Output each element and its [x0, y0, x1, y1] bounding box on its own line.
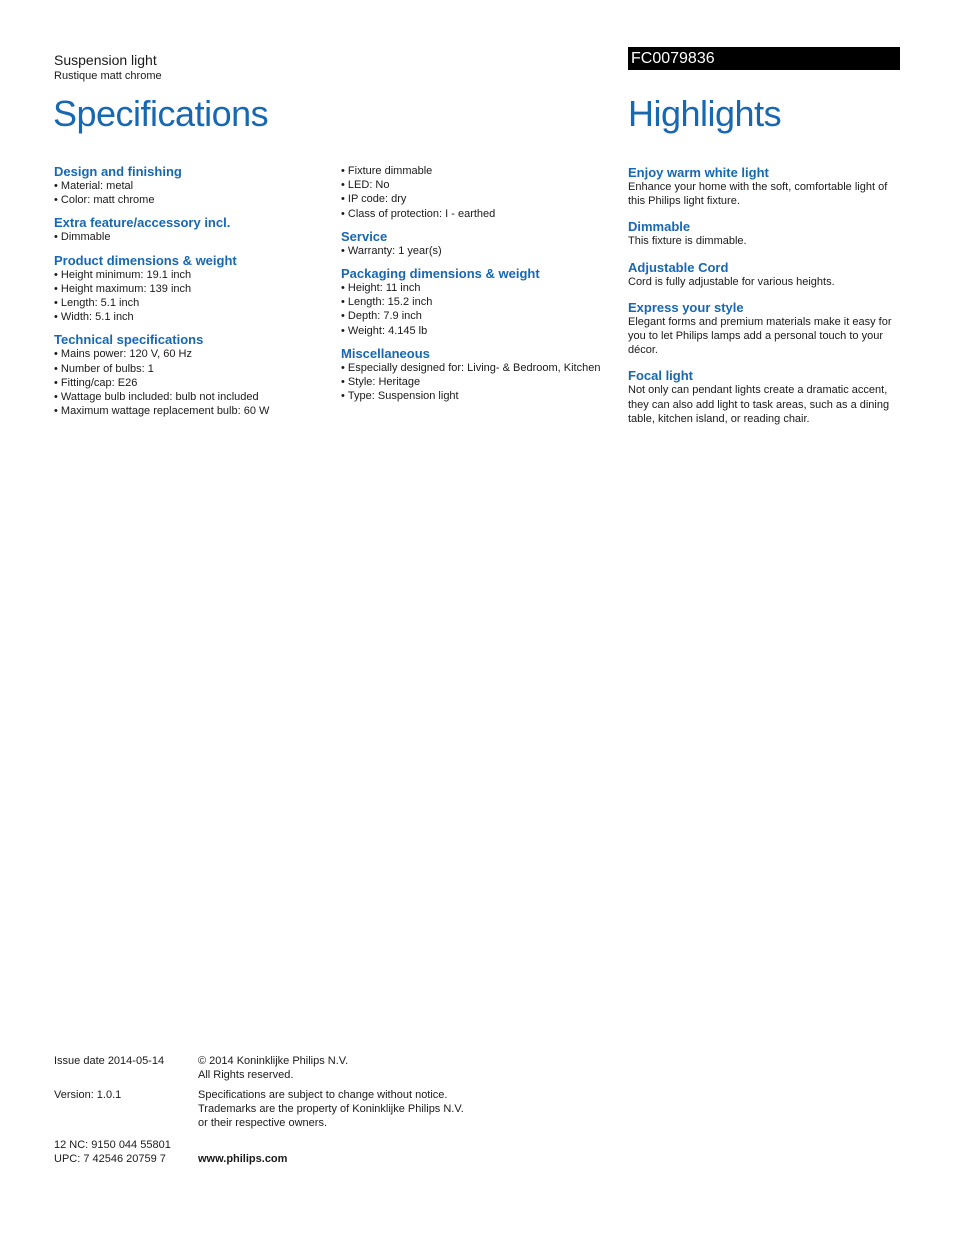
- spec-heading: Miscellaneous: [341, 345, 430, 361]
- highlight-text: This fixture is dimmable.: [628, 235, 747, 248]
- specifications-title: Specifications: [53, 93, 269, 134]
- spec-item: • IP code: dry: [341, 192, 616, 206]
- highlight-heading: Focal light: [628, 368, 693, 384]
- spec-section: [341, 266, 616, 338]
- spec-item: • Length: 5.1 inch: [54, 296, 324, 310]
- highlight-text: Elegant forms and premium materials make it easy for you to let Philips lamps add a personal touch to your décor.: [628, 315, 892, 357]
- spec-item: • Wattage bulb included: bulb not included: [54, 390, 324, 404]
- spec-heading: Design and finishing: [54, 164, 182, 179]
- spec-item: • Color: matt chrome: [54, 193, 324, 207]
- spec-heading: Extra feature/accessory incl.: [54, 215, 231, 231]
- spec-item: • Maximum wattage replacement bulb: 60 W: [54, 404, 324, 418]
- highlight-text: Enhance your home with the soft, comfortable light of this Philips light fixture.: [628, 181, 888, 208]
- spec-item: • Width: 5.1 inch: [54, 310, 324, 324]
- spec-item: • Fitting/cap: E26: [54, 376, 324, 390]
- spec-heading: Service: [341, 228, 388, 244]
- spec-item: • Height maximum: 139 inch: [54, 282, 324, 296]
- issue-date: Issue date 2014-05-14: [54, 1055, 165, 1067]
- spec-item: • Especially designed for: Living- & Bedroom, Kitchen: [341, 361, 616, 375]
- highlight-heading: Enjoy warm white light: [628, 165, 769, 180]
- spec-item: • Weight: 4.145 lb: [341, 324, 616, 338]
- spec-item: • Depth: 7.9 inch: [341, 309, 616, 323]
- spec-item: • Fixture dimmable: [341, 164, 616, 178]
- upc-code: UPC: 7 42546 20759 7: [54, 1153, 166, 1165]
- product-type: Suspension light: [54, 52, 157, 68]
- spec-item: • Length: 15.2 inch: [341, 295, 616, 309]
- copyright: [198, 1054, 488, 1082]
- spec-item: • Dimmable: [54, 230, 324, 244]
- spec-heading: Technical specifications: [54, 332, 204, 348]
- specs-column-2: [341, 164, 616, 411]
- highlight-item: [628, 368, 903, 426]
- product-variant: Rustique matt chrome: [54, 70, 162, 82]
- spec-item: • Warranty: 1 year(s): [341, 244, 616, 258]
- spec-heading: Packaging dimensions & weight: [341, 266, 540, 282]
- notice-line: or their respective owners.: [198, 1117, 327, 1129]
- highlight-heading: Express your style: [628, 299, 744, 315]
- highlight-heading: Adjustable Cord: [628, 259, 729, 275]
- spec-section-continued: [341, 164, 616, 221]
- spec-item: • Type: Suspension light: [341, 389, 616, 403]
- spec-item: • Height minimum: 19.1 inch: [54, 268, 324, 282]
- product-codes: [54, 1138, 194, 1166]
- highlight-item: [628, 165, 903, 208]
- spec-section: [54, 253, 324, 325]
- spec-heading: Product dimensions & weight: [54, 252, 237, 268]
- spec-item: • Class of protection: I - earthed: [341, 207, 616, 221]
- legal-notice: [198, 1088, 488, 1130]
- spec-section: [341, 229, 616, 258]
- copyright-line: © 2014 Koninklijke Philips N.V.: [198, 1055, 349, 1067]
- spec-item: • LED: No: [341, 178, 616, 192]
- highlight-heading: Dimmable: [628, 219, 691, 235]
- highlights-title: Highlights: [628, 93, 782, 134]
- notice-line: Specifications are subject to change without notice.: [198, 1089, 448, 1101]
- version: Version: 1.0.1: [54, 1089, 122, 1101]
- nc-code: 12 NC: 9150 044 55801: [54, 1139, 171, 1151]
- copyright-line: All Rights reserved.: [198, 1069, 294, 1081]
- spec-item: • Material: metal: [54, 179, 324, 193]
- spec-item: • Style: Heritage: [341, 375, 616, 389]
- spec-item: • Height: 11 inch: [341, 281, 616, 295]
- specs-column-1: [54, 164, 324, 426]
- highlight-text: Cord is fully adjustable for various heights.: [628, 275, 835, 288]
- spec-item: • Mains power: 120 V, 60 Hz: [54, 347, 324, 361]
- highlight-item: [628, 219, 903, 248]
- product-code-badge: FC0079836: [628, 47, 900, 70]
- spec-section: [54, 215, 324, 244]
- notice-line: Trademarks are the property of Koninklijke Philips N.V.: [198, 1103, 464, 1115]
- spec-section: [341, 346, 616, 404]
- highlight-text: Not only can pendant lights create a dramatic accent, they can also add light to task areas, such as a dining table, kitchen island, or reading chair.: [628, 384, 890, 425]
- spec-section: [54, 164, 324, 207]
- highlight-item: [628, 260, 903, 289]
- spec-section: [54, 332, 324, 418]
- highlights-column: [628, 164, 903, 437]
- spec-item: • Number of bulbs: 1: [54, 362, 324, 376]
- highlight-item: [628, 300, 903, 358]
- website-link[interactable]: www.philips.com: [198, 1153, 288, 1165]
